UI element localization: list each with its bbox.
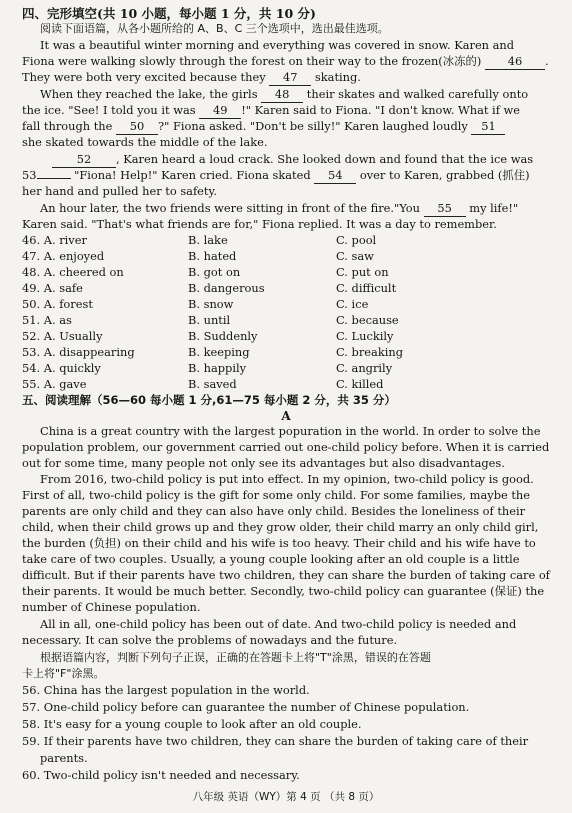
blank-53-line — [37, 178, 71, 179]
passage-line: the ice. "See! I told you it was 49 !" Karen said to Fiona. "I don't know. What if we — [22, 103, 521, 117]
passage-line: fall through the 50 ?" Fiona asked. "Don't be silly!" Karen laughed loudly 51 — [22, 119, 505, 135]
option-b: B. happily — [188, 361, 247, 375]
option-c: C. because — [336, 313, 399, 327]
option-b: B. dangerous — [188, 281, 265, 295]
reading-line: All in all, one-child policy has been out of date. And two-child policy is needed and — [40, 617, 517, 631]
option-c: C. angrily — [336, 361, 393, 375]
reading-line: population problem, our government carried out one-child policy before. When it is carried — [22, 440, 550, 454]
option-b: B. lake — [188, 233, 228, 247]
section-5-title: 五、阅读理解（56—60 每小题 1 分,61—75 每小题 2 分，共 35 分） — [22, 393, 396, 407]
reading-line: take care of two couples. Usually, a young couple looking after an old couple is a little — [22, 552, 520, 566]
blank-49: 49 — [199, 103, 241, 119]
passage-line: Fiona were walking slowly through the forest on their way to the frozen(冰冻的) 46 . — [22, 54, 549, 68]
blank-53: 53 — [22, 168, 37, 182]
passage-line: her hand and pulled her to safety. — [22, 184, 218, 198]
reading-line: parents are only child and they can also have only child. Besides the loneliness of their — [22, 504, 526, 518]
tf-instruction: 根据语篇内容，判断下列句子正误，正确的在答题卡上将"T"涂黑，错误的在答题 — [40, 651, 431, 664]
blank-51: 51 — [471, 119, 505, 135]
reading-line: difficult. But if their parents have two children, they can share the burden of taking care of — [22, 568, 550, 582]
blank-54: 54 — [314, 168, 356, 184]
option-num: 55. A. gave — [22, 377, 87, 391]
option-b: B. until — [188, 313, 231, 327]
option-num: 51. A. as — [22, 313, 72, 327]
part-label: A — [281, 409, 291, 423]
option-b: B. keeping — [188, 345, 250, 359]
option-b: B. got on — [188, 265, 241, 279]
reading-line: number of Chinese population. — [22, 600, 201, 614]
option-num: 52. A. Usually — [22, 329, 103, 343]
option-b: B. saved — [188, 377, 237, 391]
reading-line: the burden (负担) on their child and his wife is too heavy. Their child and his wife have to — [22, 536, 536, 550]
passage-line: It was a beautiful winter morning and everything was covered in snow. Karen and — [40, 38, 515, 52]
passage-line: When they reached the lake, the girls 48 their skates and walked carefully onto — [40, 87, 529, 101]
page-footer: 八年级 英语（WY）第 4 页 （共 8 页） — [192, 791, 380, 803]
option-num: 47. A. enjoyed — [22, 249, 105, 263]
blank-47: 47 — [269, 70, 311, 86]
passage-line: 53 "Fiona! Help!" Karen cried. Fiona skated 54 over to Karen, grabbed (抓住) — [22, 168, 530, 182]
option-c: C. difficult — [336, 281, 397, 295]
reading-line: their parents. It would be much better. Secondly, two-child policy can guarantee (保证) the — [22, 584, 545, 598]
blank-48: 48 — [261, 87, 303, 103]
blank-55: 55 — [424, 201, 466, 217]
tf-instruction: 卡上将"F"涂黑。 — [22, 667, 105, 680]
tf-question: 60. Two-child policy isn't needed and necessary. — [22, 768, 300, 782]
section-4-title: 四、完形填空(共 10 小题，每小题 1 分，共 10 分) — [22, 6, 316, 21]
reading-line: necessary. It can solve the problems of nowadays and the future. — [22, 633, 398, 647]
option-c: C. killed — [336, 377, 384, 391]
blank-50: 50 — [116, 119, 158, 135]
option-num: 53. A. disappearing — [22, 345, 135, 359]
passage-line: They were both very excited because they 47 skating. — [22, 70, 361, 84]
option-b: B. snow — [188, 297, 234, 311]
option-num: 48. A. cheered on — [22, 265, 124, 279]
passage-line: An hour later, the two friends were sitting in front of the fire."You 55 my life!" — [40, 201, 519, 215]
option-b: B. hated — [188, 249, 237, 263]
tf-question: 58. It's easy for a young couple to look after an old couple. — [22, 717, 362, 731]
reading-line: First of all, two-child policy is the gift for some only child. For some families, maybe the — [22, 488, 531, 502]
reading-line: child, when their child grows up and they grow older, their child marry an only child girl, — [22, 520, 539, 534]
tf-question: 56. China has the largest population in the world. — [22, 683, 310, 697]
option-c: C. Luckily — [336, 329, 394, 343]
tf-question: parents. — [40, 751, 88, 765]
reading-line: From 2016, two-child policy is put into effect. In my opinion, two-child policy is good. — [40, 472, 534, 486]
option-c: C. ice — [336, 297, 369, 311]
option-num: 50. A. forest — [22, 297, 93, 311]
tf-question: 57. One-child policy before can guarantee the number of Chinese population. — [22, 700, 470, 714]
option-c: C. breaking — [336, 345, 403, 359]
passage-line: 52 , Karen heard a loud crack. She looked down and found that the ice was — [52, 152, 533, 168]
section-4-instruction: 阅读下面语篇，从各小题所给的 A、B、C 三个选项中，选出最佳选项。 — [40, 22, 389, 35]
reading-line: China is a great country with the largest popuration in the world. In order to solve the — [40, 424, 541, 438]
passage-line: she skated towards the middle of the lake. — [22, 135, 268, 149]
passage-line: Karen said. "That's what friends are for," Fiona replied. It was a day to remember. — [22, 217, 497, 231]
option-c: C. pool — [336, 233, 377, 247]
option-num: 49. A. safe — [22, 281, 83, 295]
option-num: 54. A. quickly — [22, 361, 101, 375]
option-c: C. put on — [336, 265, 389, 279]
option-b: B. Suddenly — [188, 329, 258, 343]
tf-question: 59. If their parents have two children, they can share the burden of taking care of their — [22, 734, 529, 748]
blank-52: 52 — [52, 152, 116, 168]
option-num: 46. A. river — [22, 233, 87, 247]
option-c: C. saw — [336, 249, 374, 263]
blank-46: 46 — [485, 54, 545, 70]
reading-line: out for some time, many people not only see its advantages but also disadvantages. — [22, 456, 505, 470]
